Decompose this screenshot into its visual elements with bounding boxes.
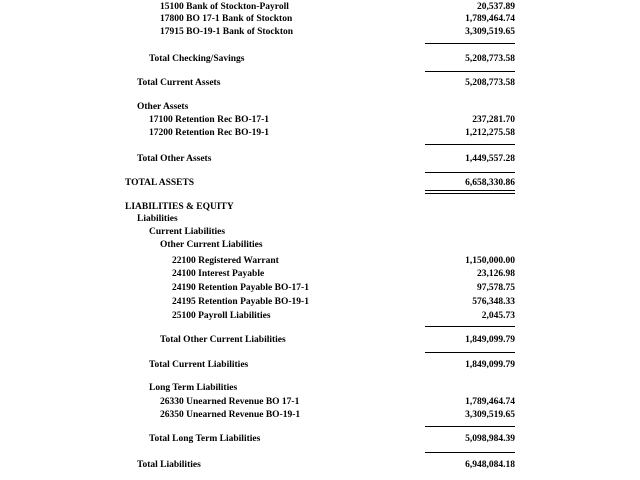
line-item: [0, 1, 640, 13]
subtotal-rule: [425, 71, 515, 72]
subtotal-line: [0, 359, 640, 371]
line-item: [0, 409, 640, 421]
subtotal-line: [0, 53, 640, 65]
grand-total-double-rule: [425, 190, 515, 194]
subtotal-line: [0, 153, 640, 165]
subtotal-rule: [425, 172, 515, 173]
line-item-label: Total Other Current Liabilities: [160, 335, 286, 345]
line-item-amount: 5,208,773.58: [465, 78, 515, 88]
line-item-label: 26330 Unearned Revenue BO 17-1: [160, 397, 300, 407]
grand-total-line: [0, 177, 640, 189]
line-item: [0, 255, 640, 267]
line-item-amount: 5,208,773.58: [465, 54, 515, 64]
line-item-label: Total Current Assets: [137, 78, 221, 88]
line-item-amount: 2,045.73: [481, 311, 515, 321]
line-item-amount: 237,281.70: [472, 115, 515, 125]
line-item-label: 24100 Interest Payable: [172, 269, 265, 279]
line-item: [0, 282, 640, 294]
line-item-label: 22100 Registered Warrant: [172, 256, 279, 266]
line-item-amount: 3,309,519.65: [465, 27, 515, 37]
line-item-label: 17100 Retention Rec BO-17-1: [149, 115, 270, 125]
line-item-amount: 1,150,000.00: [465, 256, 515, 266]
subtotal-rule: [425, 144, 515, 145]
line-item: [0, 114, 640, 126]
line-item-label: Total Other Assets: [137, 154, 212, 164]
line-item-label: Long Term Liabilities: [149, 383, 238, 393]
section-heading: [0, 201, 640, 213]
line-item-label: 15100 Bank of Stockton-Payroll: [160, 2, 289, 12]
subtotal-line: [0, 433, 640, 445]
line-item-amount: 23,126.98: [477, 269, 515, 279]
line-item: [0, 127, 640, 139]
line-item-label: 24195 Retention Payable BO-19-1: [172, 297, 309, 307]
section-heading: [0, 213, 640, 225]
line-item-label: 17800 BO 17-1 Bank of Stockton: [160, 14, 293, 24]
line-item-label: Total Checking/Savings: [149, 54, 245, 64]
subtotal-line: [0, 334, 640, 346]
section-heading: [0, 101, 640, 113]
section-heading: [0, 239, 640, 251]
line-item-label: Other Current Liabilities: [160, 240, 263, 250]
line-item-label: 26350 Unearned Revenue BO-19-1: [160, 410, 301, 420]
line-item-label: TOTAL ASSETS: [125, 178, 195, 188]
line-item-amount: 1,449,557.28: [465, 154, 515, 164]
subtotal-rule: [425, 426, 515, 427]
subtotal-line: [0, 77, 640, 89]
line-item-label: Total Current Liabilities: [149, 360, 249, 370]
line-item: [0, 268, 640, 280]
line-item-label: 24190 Retention Payable BO-17-1: [172, 283, 309, 293]
section-heading: [0, 382, 640, 394]
line-item-amount: 1,789,464.74: [465, 397, 515, 407]
line-item-amount: 1,849,099.79: [465, 360, 515, 370]
line-item-amount: 1,849,099.79: [465, 335, 515, 345]
subtotal-rule: [425, 352, 515, 353]
line-item-amount: 6,658,330.86: [465, 178, 515, 188]
line-item: [0, 310, 640, 322]
subtotal-rule: [425, 43, 515, 44]
line-item-label: Current Liabilities: [149, 227, 226, 237]
line-item: [0, 296, 640, 308]
line-item-label: 17915 BO-19-1 Bank of Stockton: [160, 27, 294, 37]
line-item-label: Other Assets: [137, 102, 189, 112]
subtotal-rule: [425, 326, 515, 327]
subtotal-rule: [425, 452, 515, 453]
line-item-amount: 5,098,984.39: [465, 434, 515, 444]
line-item-amount: 1,212,275.58: [465, 128, 515, 138]
line-item-label: 25100 Payroll Liabilities: [172, 311, 271, 321]
line-item: [0, 13, 640, 25]
line-item-label: Liabilities: [137, 214, 178, 224]
line-item-label: Total Liabilities: [137, 460, 201, 470]
line-item-amount: 3,309,519.65: [465, 410, 515, 420]
line-item-amount: 20,537.89: [477, 2, 515, 12]
line-item: [0, 26, 640, 38]
line-item-amount: 1,789,464.74: [465, 14, 515, 24]
section-heading: [0, 226, 640, 238]
line-item-label: 17200 Retention Rec BO-19-1: [149, 128, 270, 138]
line-item-label: LIABILITIES & EQUITY: [125, 202, 234, 212]
line-item-amount: 97,578.75: [477, 283, 515, 293]
line-item-amount: 576,348.33: [472, 297, 515, 307]
subtotal-line: [0, 459, 640, 471]
line-item-amount: 6,948,084.18: [465, 460, 515, 470]
line-item-label: Total Long Term Liabilities: [149, 434, 261, 444]
line-item: [0, 396, 640, 408]
